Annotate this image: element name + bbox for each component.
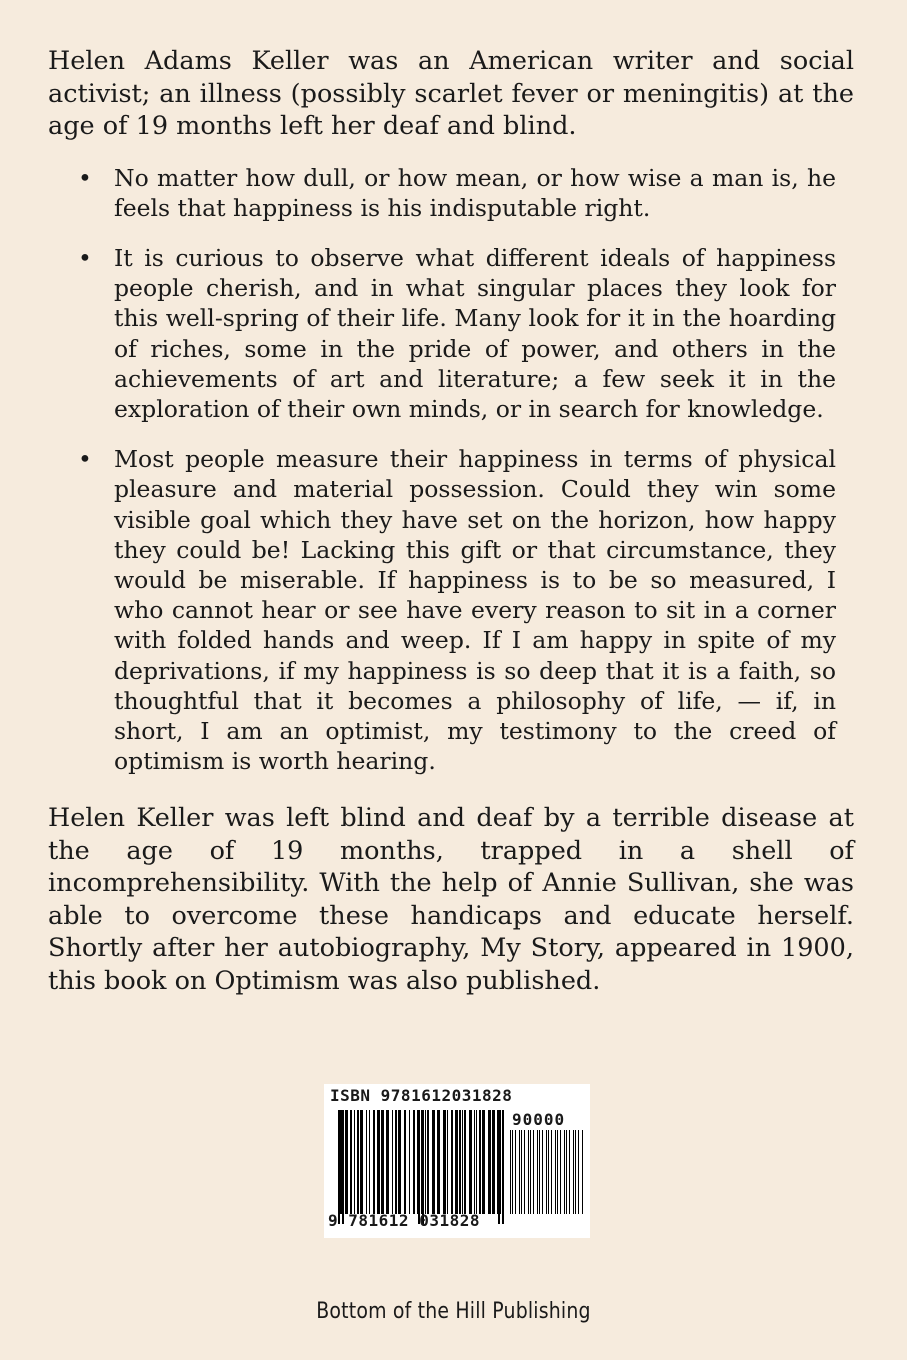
barcode-bar bbox=[548, 1130, 549, 1214]
barcode-bar bbox=[443, 1110, 446, 1214]
barcode-bar bbox=[451, 1110, 453, 1214]
barcode-bar bbox=[528, 1130, 529, 1214]
isbn-barcode bbox=[324, 1084, 590, 1238]
barcode-bar bbox=[575, 1130, 576, 1214]
isbn-label: ISBN 9781612031828 bbox=[330, 1086, 513, 1105]
intro-paragraph: Helen Adams Keller was an American writer and social activist; an illness (possibly scarlet fever or meningitis) at the age of 19 months left her deaf and blind. bbox=[48, 46, 854, 141]
barcode-bar bbox=[510, 1130, 511, 1214]
barcode-bar bbox=[551, 1130, 552, 1214]
barcode-bar bbox=[360, 1110, 363, 1214]
barcode-bar bbox=[560, 1130, 561, 1214]
barcode-bar bbox=[377, 1110, 380, 1214]
barcode-bar bbox=[462, 1110, 463, 1214]
barcode-bar bbox=[357, 1110, 359, 1214]
publisher-name: Bottom of the Hill Publishing bbox=[316, 1299, 591, 1324]
barcode-bar bbox=[413, 1110, 415, 1214]
barcode-bar bbox=[482, 1110, 485, 1214]
barcode-bar bbox=[464, 1110, 466, 1214]
quote-text: Most people measure their happiness in terms of physical pleasure and material possession. Could they win some visible goal which they have set on the horizon, how happy they could be! Lacking this gift or that circumstance, they would be miserable. If happiness is to be so measured, I who cannot hear or see have every reason to sit in a corner with folded hands and weep. If I am happy in spite of my deprivations, if my happiness is so deep that it is a faith, so thoughtful that it becomes a philosophy of life, — if, in short, I am an optimist, my testimony to the creed of optimism is worth hearing. bbox=[114, 445, 836, 776]
barcode-bar bbox=[546, 1130, 547, 1214]
barcode-bar bbox=[497, 1110, 498, 1214]
bullet-icon: • bbox=[78, 445, 92, 474]
barcode-bar bbox=[476, 1110, 477, 1214]
barcode-bar bbox=[354, 1110, 355, 1214]
barcode-bar bbox=[345, 1110, 348, 1214]
summary-paragraph: Helen Keller was left blind and deaf by a terrible disease at the age of 19 months, trapped in a shell of incomprehensibility. With the help of Annie Sullivan, she was able to overcome these handicaps and educate herself. Shortly after her autobiography, My Story, appeared in 1900, this book on Optimism was also published. bbox=[48, 803, 854, 996]
barcode-bar bbox=[578, 1130, 579, 1214]
barcode-bar bbox=[537, 1130, 538, 1214]
barcode-bar bbox=[582, 1130, 583, 1214]
barcode-guard-bar bbox=[422, 1110, 424, 1224]
barcode-bar bbox=[566, 1130, 567, 1214]
bullet-icon: • bbox=[78, 243, 92, 272]
barcode-bar bbox=[459, 1110, 461, 1214]
barcode-bar bbox=[542, 1130, 543, 1214]
barcode-guard-bar bbox=[338, 1110, 340, 1224]
barcode-bar bbox=[340, 1110, 342, 1214]
barcode-guard-bar bbox=[418, 1110, 420, 1224]
barcode-bar bbox=[469, 1110, 472, 1214]
barcode-bar bbox=[515, 1130, 516, 1214]
barcode-bar bbox=[455, 1110, 458, 1214]
barcode-bar bbox=[404, 1110, 406, 1214]
barcode-bar bbox=[488, 1110, 491, 1214]
barcode-bar bbox=[555, 1130, 556, 1214]
barcode-bar bbox=[432, 1110, 435, 1214]
barcode-bar bbox=[421, 1110, 422, 1214]
quote-list bbox=[48, 163, 854, 777]
barcode-bar bbox=[573, 1130, 574, 1214]
quote-text: No matter how dull, or how mean, or how wise a man is, he feels that happiness is his indisputable right. bbox=[114, 163, 836, 222]
back-cover-text bbox=[48, 45, 854, 997]
barcode-guard-bar bbox=[498, 1110, 500, 1224]
barcode-bar bbox=[557, 1130, 558, 1214]
barcode-bar bbox=[530, 1130, 531, 1214]
barcode-bar bbox=[427, 1110, 429, 1214]
barcode-bar bbox=[395, 1110, 397, 1214]
barcode-bar bbox=[437, 1110, 440, 1214]
barcode-bar bbox=[369, 1110, 370, 1214]
quote-text: It is curious to observe what different ideals of happiness people cherish, and in what singular places they look for this well-spring of their life. Many look for it in the hoarding of riches, some in the pride of power, and others in the achievements of art and literature; a few seek it in the exploration of their own minds, or in search for knowledge. bbox=[114, 243, 836, 423]
ean-digits: 9 781612 031828 bbox=[328, 1211, 480, 1230]
barcode-bar bbox=[350, 1110, 352, 1214]
barcode-bar bbox=[569, 1130, 570, 1214]
barcode-bar bbox=[447, 1110, 448, 1214]
barcode-bar bbox=[533, 1130, 534, 1214]
quote-item bbox=[48, 163, 836, 223]
barcode-bar bbox=[474, 1110, 475, 1214]
barcode-bar bbox=[373, 1110, 375, 1214]
barcode-bar bbox=[539, 1130, 540, 1214]
barcode-bar bbox=[564, 1130, 565, 1214]
barcode-bar bbox=[479, 1110, 481, 1214]
bullet-icon: • bbox=[78, 163, 92, 192]
barcode-bar bbox=[398, 1110, 401, 1214]
quote-item bbox=[48, 243, 836, 424]
barcode-bar bbox=[366, 1110, 367, 1214]
price-code: 90000 bbox=[512, 1110, 566, 1129]
barcode-bar bbox=[521, 1130, 522, 1214]
barcode-bar bbox=[492, 1110, 495, 1214]
quote-item bbox=[48, 444, 836, 776]
barcode-bar bbox=[524, 1130, 525, 1214]
barcode-guard-bar bbox=[342, 1110, 344, 1224]
barcode-bar bbox=[381, 1110, 384, 1214]
barcode-bar bbox=[425, 1110, 426, 1214]
barcode-bar bbox=[519, 1130, 520, 1214]
barcode-bar bbox=[409, 1110, 410, 1214]
barcode-bar bbox=[512, 1130, 513, 1214]
barcode-bar bbox=[392, 1110, 393, 1214]
barcode-bar bbox=[386, 1110, 389, 1214]
barcode-guard-bar bbox=[502, 1110, 504, 1224]
